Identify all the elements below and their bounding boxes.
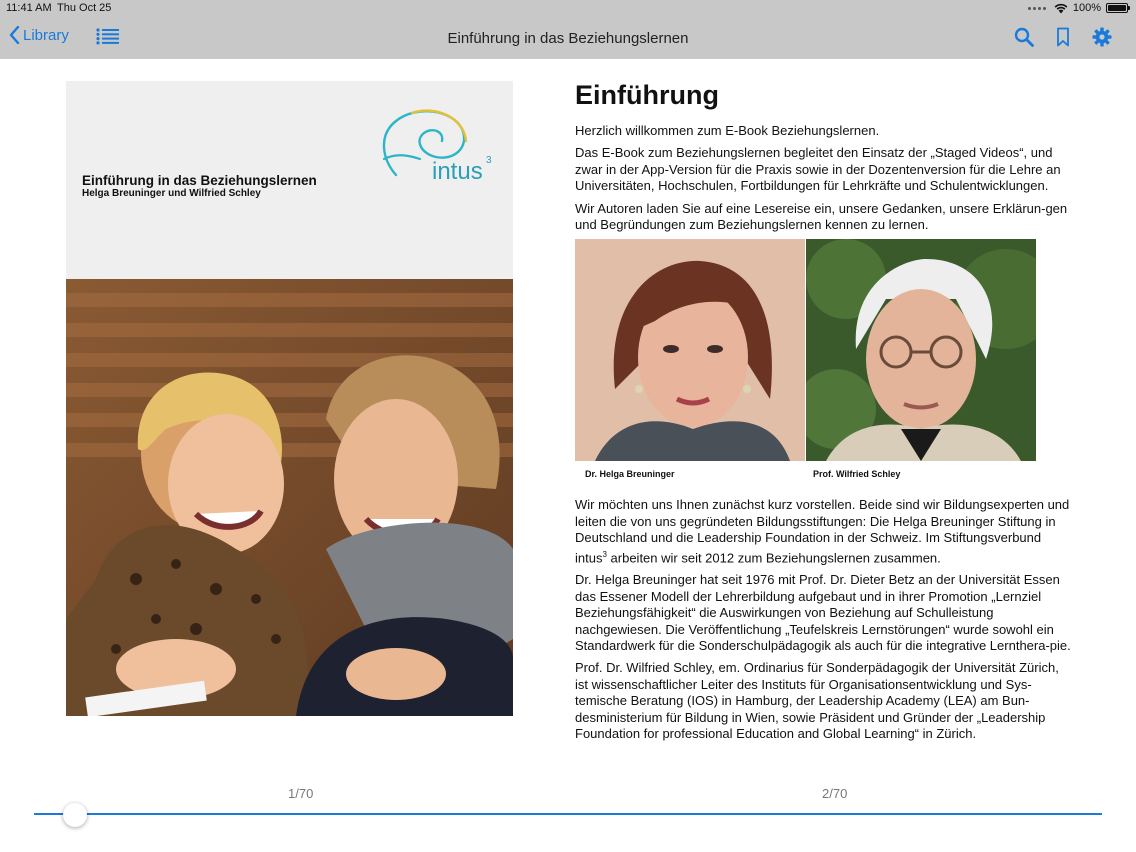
bookmark-icon	[1053, 27, 1073, 47]
search-button[interactable]	[1014, 27, 1034, 47]
logo-wordmark: intus	[432, 158, 483, 185]
battery-icon	[1106, 3, 1128, 13]
status-time: 11:41 AM	[6, 2, 52, 14]
authors-text-a: Wir möchten uns Ihnen zunächst kurz vorstellen. Beide sind wir Bildungsexperten und leiten die von uns gegründeten Bildungsstiftungen: Die Helga Breuninger Stiftung in Deutschland und die Leadership Foundation in der Schweiz. Im Stiftungsverbund intus	[575, 497, 1070, 565]
page-slider-track[interactable]	[34, 813, 1102, 815]
gear-icon	[1092, 27, 1112, 47]
article-paragraph-schley: Prof. Dr. Wilfried Schley, em. Ordinarius für Sonderpädagogik der Universität Zürich, ist wissenschaftlicher Leiter des Instituts für Organisationsentwicklung und Sys-temische Beratung (IOS) in Hamburg, der Leadership Academy (LEA) am Bun-desministerium für Bildung in Wien, sowie Präsident und Gründer der „Leadership Foundation for professional Education and Global Learning“ in Zürich.	[575, 660, 1059, 742]
authors-text-b: arbeiten wir seit 2012 zum Beziehungslernen zusammen.	[606, 549, 941, 565]
battery-percent: 100%	[1072, 2, 1101, 14]
book-title: Einführung in das Beziehungslernen	[447, 30, 689, 47]
page-number-right: 2/70	[822, 786, 848, 801]
cover-title: Einführung in das Beziehungslernen	[82, 173, 317, 188]
wifi-icon	[1054, 3, 1068, 14]
portrait-wilfried-schley	[806, 239, 1036, 461]
article-paragraph-invitation: Wir Autoren laden Sie auf eine Lesereise ein, unsere Gedanken, unsere Erklärun-gen und Begründungen zum Beziehungslernen kennen zu lernen.	[575, 200, 1068, 233]
bookmark-button[interactable]	[1053, 27, 1073, 47]
library-back-label: Library	[23, 26, 69, 44]
article-paragraph-authors	[575, 497, 1075, 566]
signal-dots-icon	[1028, 7, 1046, 10]
nav-actions	[1014, 27, 1112, 47]
article-paragraph-welcome: Herzlich willkommen zum E-Book Beziehungslernen.	[575, 123, 880, 138]
intus-logo	[374, 99, 499, 187]
status-bar	[0, 0, 1136, 18]
settings-button[interactable]	[1092, 27, 1112, 47]
status-right	[1028, 2, 1128, 14]
article-paragraph-intro: Das E-Book zum Beziehungslernen begleitet den Einsatz der „Staged Videos“, und zwar in der App-Version für die Praxis sowie in der Dozentenversion für die Lehre an Universitäten, Hochschulen, Fortbildungen für Lehrkräfte und Schulentwicklungen.	[575, 145, 1061, 194]
article-heading: Einführung	[575, 80, 719, 110]
page-slider-thumb[interactable]	[63, 803, 87, 827]
intus-superscript: 3	[602, 549, 607, 559]
search-icon	[1014, 27, 1034, 47]
author-portraits	[575, 239, 1075, 497]
page-number-left: 1/70	[288, 786, 314, 801]
cover-authors: Helga Breuninger und Wilfried Schley	[82, 188, 261, 199]
logo-superscript: 3	[486, 155, 492, 166]
nav-bar	[0, 18, 1136, 59]
portrait-helga-breuninger	[575, 239, 805, 461]
book-cover-page[interactable]	[66, 81, 513, 716]
status-date: Thu Oct 25	[57, 2, 112, 14]
article-page[interactable]	[575, 80, 1075, 748]
cover-photo-two-girls	[66, 279, 513, 716]
caption-wilfried-schley: Prof. Wilfried Schley	[813, 469, 901, 480]
caption-helga-breuninger: Dr. Helga Breuninger	[585, 469, 675, 480]
article-paragraph-breuninger: Dr. Helga Breuninger hat seit 1976 mit Prof. Dr. Dieter Betz an der Universität Essen das Essener Modell der Lehrerbildung aufgebaut und in ihrer Promotion „Lernziel Beziehungsfähigkeit“ die Auswirkungen von Beziehung auf Schulleistung nachgewiesen. Die Veröffentlichung „Teufelskreis Lernstörungen“ wurde sowohl ein Standardwerk für die Sonderschulpädagogik als auch für die integrative Lernthera-pie.	[575, 572, 1071, 654]
